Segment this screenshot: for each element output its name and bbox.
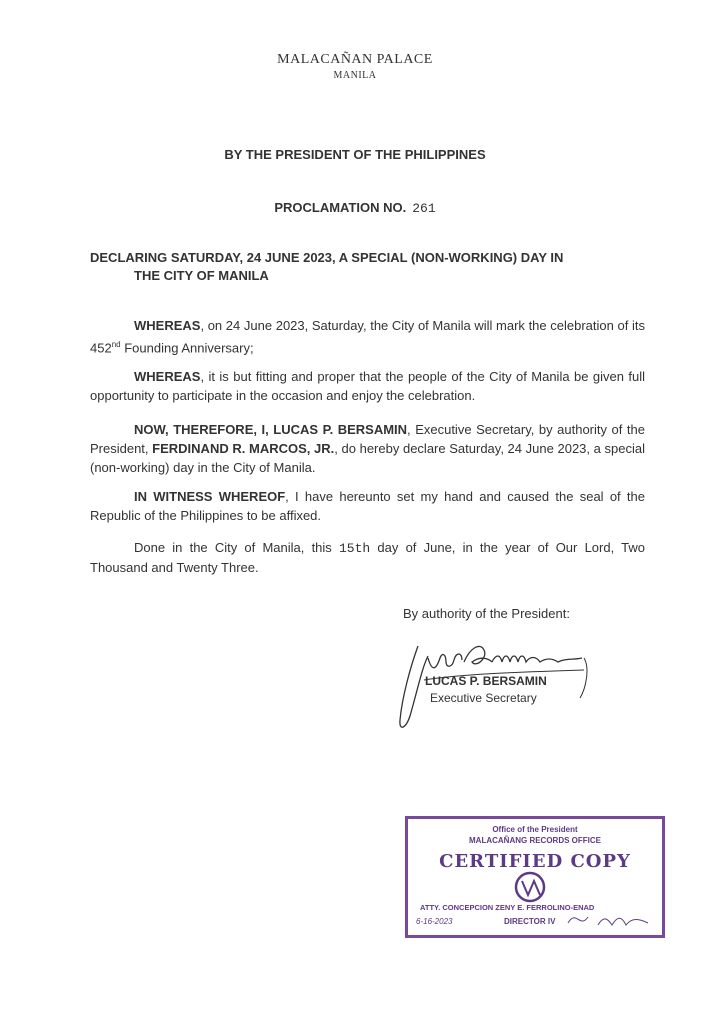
paragraph-text: , it is but fitting and proper that the people of the City of Manila be given full opportunity to participate in the occasion and enjoy the celebration. [90,369,645,403]
declaration-lead: NOW, THEREFORE, I, LUCAS P. BERSAMIN [134,422,408,437]
declaration-paragraph [90,420,645,477]
proclamation-label: PROCLAMATION NO. [274,200,407,215]
certified-copy-stamp [405,816,665,938]
title-line-1: DECLARING SATURDAY, 24 JUNE 2023, A SPECIAL (NON-WORKING) DAY IN [90,250,564,265]
whereas-paragraph-1 [90,316,645,357]
stamp-date: 6-16-2023 [416,917,453,926]
stamp-position: DIRECTOR IV [504,917,556,926]
paragraph-text: , Executive Secretary, by authority of the President, [90,422,645,456]
done-paragraph [90,538,645,577]
signature-image [380,628,620,748]
city-heading: MANILA [333,70,377,81]
stamp-records-office: MALACAÑANG RECORDS OFFICE [469,836,601,845]
whereas-lead: WHEREAS [134,318,201,333]
proclamation-heading [0,200,710,216]
paragraph-text: , I have hereunto set my hand and caused the seal of the Republic of the Philippines to be affixed. [90,489,645,523]
paragraph-text: , do hereby declare Saturday, 24 June 2023, a special (non-working) day in the City of Manila. [90,441,645,475]
whereas-lead: WHEREAS [134,369,201,384]
paragraph-text: Done in the City of Manila, this [134,540,339,555]
signatory-title: Executive Secretary [430,691,537,705]
stamp-officer: ATTY. CONCEPCION ZENY E. FERROLINO-ENAD [420,903,595,912]
witness-paragraph [90,487,645,525]
paragraph-text: Founding Anniversary; [120,340,254,356]
proclamation-title [90,249,645,285]
paragraph-text: , on 24 June 2023, Saturday, the City of Manila will mark the celebration of its 452 [90,318,645,356]
whereas-paragraph-2 [90,367,645,405]
president-name: FERDINAND R. MARCOS, JR. [152,441,335,456]
witness-lead: IN WITNESS WHEREOF [134,489,286,504]
signatory-name: LUCAS P. BERSAMIN [425,674,547,688]
stamp-office: Office of the President [492,825,578,834]
by-authority-text: By authority of the President: [403,606,570,621]
ordinal-suffix: nd [111,340,121,349]
issuer-heading: BY THE PRESIDENT OF THE PHILIPPINES [224,147,486,162]
title-line-2: THE CITY OF MANILA [134,268,269,283]
paragraph-text: day of June, in the year of Our Lord, Two Thousand and Twenty Three. [90,540,645,575]
palace-heading: MALACAÑAN PALACE [277,52,433,67]
day-value: 15th [339,541,371,556]
stamp-heading: CERTIFIED COPY [439,851,631,872]
proclamation-number: 261 [412,201,436,216]
